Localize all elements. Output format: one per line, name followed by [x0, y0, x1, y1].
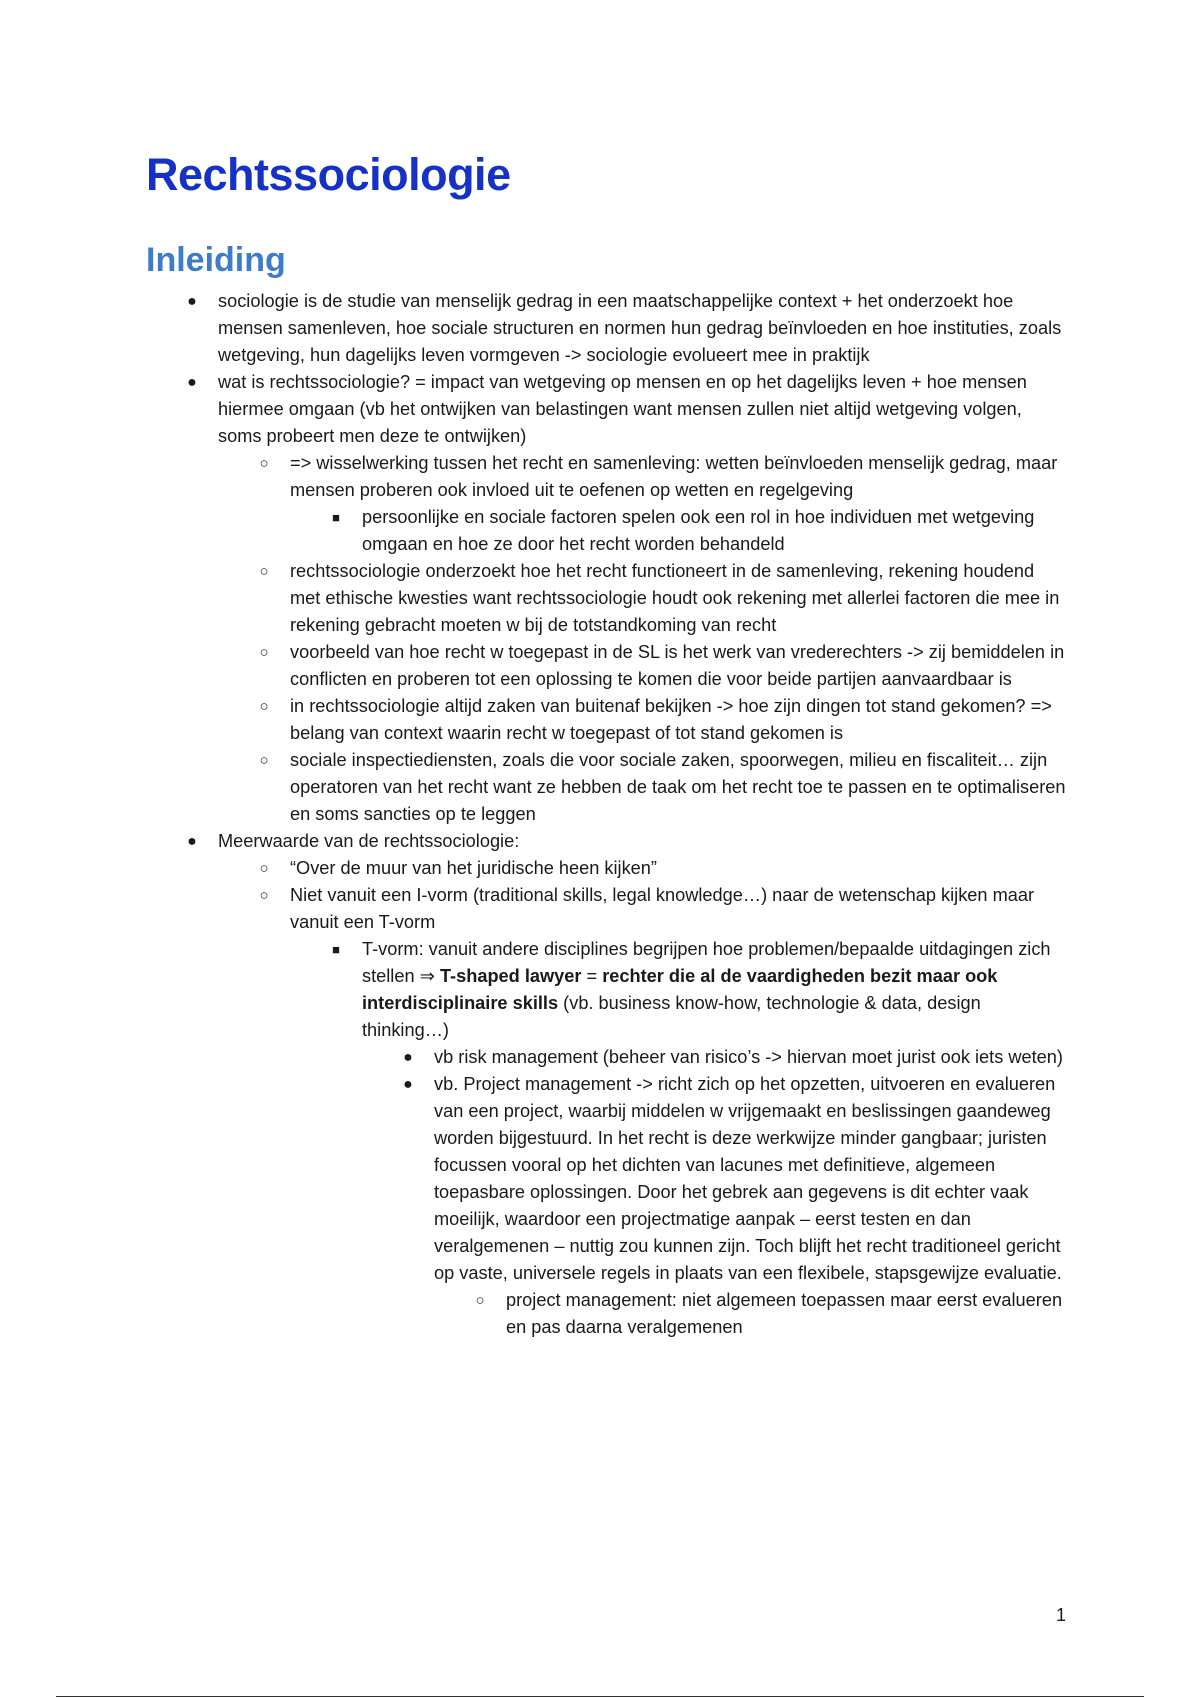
- bullet-icon: ●: [403, 1076, 413, 1093]
- bullet-icon: ●: [187, 293, 197, 310]
- list-item-text: wat is rechtssociologie? = impact van wetgeving op mensen en op het dagelijks leven + hoe mensen hiermee omgaan (vb het ontwijken van belastingen want mensen zullen niet altijd wetgeving volgen, soms probeert men deze te ontwijken): [218, 372, 1027, 446]
- list-item: [218, 450, 1066, 558]
- sub-list: [290, 504, 1066, 558]
- list-item-text: “Over de muur van het juridische heen kijken”: [290, 858, 657, 878]
- list-item-text: rechtssociologie onderzoekt hoe het recht functioneert in de samenleving, rekening houdend met ethische kwesties want rechtssociologie houdt ook rekening met allerlei factoren die mee in rekening gebracht moeten w bij de totstandkoming van recht: [290, 561, 1060, 635]
- list-item: [146, 288, 1066, 369]
- circle-bullet-icon: ○: [259, 563, 269, 580]
- bullet-list: [146, 288, 1066, 1341]
- text-run: T-vorm: vanuit andere disciplines begrijpen hoe problemen/bepaalde uitdagingen zich stellen: [362, 939, 1051, 986]
- list-item: [362, 1071, 1066, 1341]
- list-item-text: => wisselwerking tussen het recht en samenleving: wetten beïnvloeden menselijk gedrag, maar mensen proberen ook invloed uit te oefenen op wetten en regelgeving: [290, 453, 1058, 500]
- list-item: [146, 369, 1066, 828]
- list-item: [218, 693, 1066, 747]
- page-number: 1: [1055, 1605, 1066, 1625]
- list-item: [362, 1044, 1066, 1071]
- list-item-text: persoonlijke en sociale factoren spelen ook een rol in hoe individuen met wetgeving omgaan en hoe ze door het recht worden behandeld: [362, 507, 1035, 554]
- list-item-text: vb risk management (beheer van risico’s -> hiervan moet jurist ook iets weten): [434, 1047, 1063, 1067]
- sub-list: [290, 936, 1066, 1341]
- list-item-text: in rechtssociologie altijd zaken van buitenaf bekijken -> hoe zijn dingen tot stand gekomen? => belang van context waarin recht w toegepast of tot stand gekomen is: [290, 696, 1052, 743]
- list-item-text: sociale inspectiediensten, zoals die voor sociale zaken, spoorwegen, milieu en fiscaliteit… zijn operatoren van het recht want ze hebben de taak om het recht toe te passen en te optimaliseren en soms sancties op te leggen: [290, 750, 1066, 824]
- list-item: [218, 855, 1066, 882]
- list-item: [218, 882, 1066, 1341]
- list-item: [218, 747, 1066, 828]
- list-item-text: sociologie is de studie van menselijk gedrag in een maatschappelijke context + het onderzoekt hoe mensen samenleven, hoe sociale structuren en normen hun gedrag beïnvloeden en hoe instituties, zoals wetgeving, hun dagelijks leven vormgeven -> sociologie evolueert mee in praktijk: [218, 291, 1062, 365]
- circle-bullet-icon: ○: [259, 860, 269, 877]
- list-item: [218, 558, 1066, 639]
- bullet-icon: ●: [187, 833, 197, 850]
- list-item: [218, 639, 1066, 693]
- circle-bullet-icon: ○: [259, 644, 269, 661]
- circle-bullet-icon: ○: [259, 698, 269, 715]
- document-title: Rechtssociologie: [146, 149, 511, 200]
- section-heading-inleiding: Inleiding: [146, 241, 286, 279]
- sub-list: [434, 1287, 1066, 1341]
- circle-bullet-icon: ○: [259, 752, 269, 769]
- sub-list: [218, 450, 1066, 828]
- circle-bullet-icon: ○: [259, 455, 269, 472]
- text-run: (vb. business know-how, technologie & data, design thinking…): [362, 993, 981, 1040]
- list-item: [290, 504, 1066, 558]
- double-arrow-icon: ⇒: [419, 966, 435, 986]
- list-item: [146, 828, 1066, 1341]
- list-item-text: Niet vanuit een I-vorm (traditional skills, legal knowledge…) naar de wetenschap kijken maar vanuit een T-vorm: [290, 885, 1035, 932]
- text-run: =: [581, 966, 603, 986]
- sub-list: [218, 855, 1066, 1341]
- list-item: [434, 1287, 1066, 1341]
- list-item-text: [362, 939, 1051, 1040]
- square-bullet-icon: ■: [332, 942, 340, 957]
- circle-bullet-icon: ○: [259, 887, 269, 904]
- document-body: [146, 288, 1066, 1341]
- list-item: [290, 936, 1066, 1341]
- footer-divider: [56, 1696, 1144, 1697]
- list-item-text: vb. Project management -> richt zich op het opzetten, uitvoeren en evalueren van een project, waarbij middelen w vrijgemaakt en beslissingen gaandeweg worden bijgestuurd. In het recht is deze werkwijze minder gangbaar; juristen focussen vooral op het dichten van lacunes met definitieve, algemeen toepasbare oplossingen. Door het gebrek aan gegevens is dit echter vaak moeilijk, waardoor een projectmatige aanpak – eerst testen en dan veralgemenen – nuttig zou kunnen zijn. Toch blijft het recht traditioneel gericht op vaste, universele regels in plaats van een flexibele, stapsgewijze evaluatie.: [434, 1074, 1062, 1283]
- list-item-text: voorbeeld van hoe recht w toegepast in de SL is het werk van vrederechters -> zij bemiddelen in conflicten en proberen tot een oplossing te komen die voor beide partijen aanvaardbaar is: [290, 642, 1065, 689]
- square-bullet-icon: ■: [332, 510, 340, 525]
- bullet-icon: ●: [403, 1049, 413, 1066]
- list-item-text: Meerwaarde van de rechtssociologie:: [218, 831, 520, 851]
- list-item-text: project management: niet algemeen toepassen maar eerst evalueren en pas daarna veralgemenen: [506, 1290, 1063, 1337]
- sub-list: [362, 1044, 1066, 1341]
- circle-bullet-icon: ○: [475, 1292, 485, 1309]
- bullet-icon: ●: [187, 374, 197, 391]
- bold-definition: rechter die al de vaardigheden bezit maar ook interdisciplinaire skills: [362, 966, 998, 1013]
- bold-term: T-shaped lawyer: [434, 966, 582, 986]
